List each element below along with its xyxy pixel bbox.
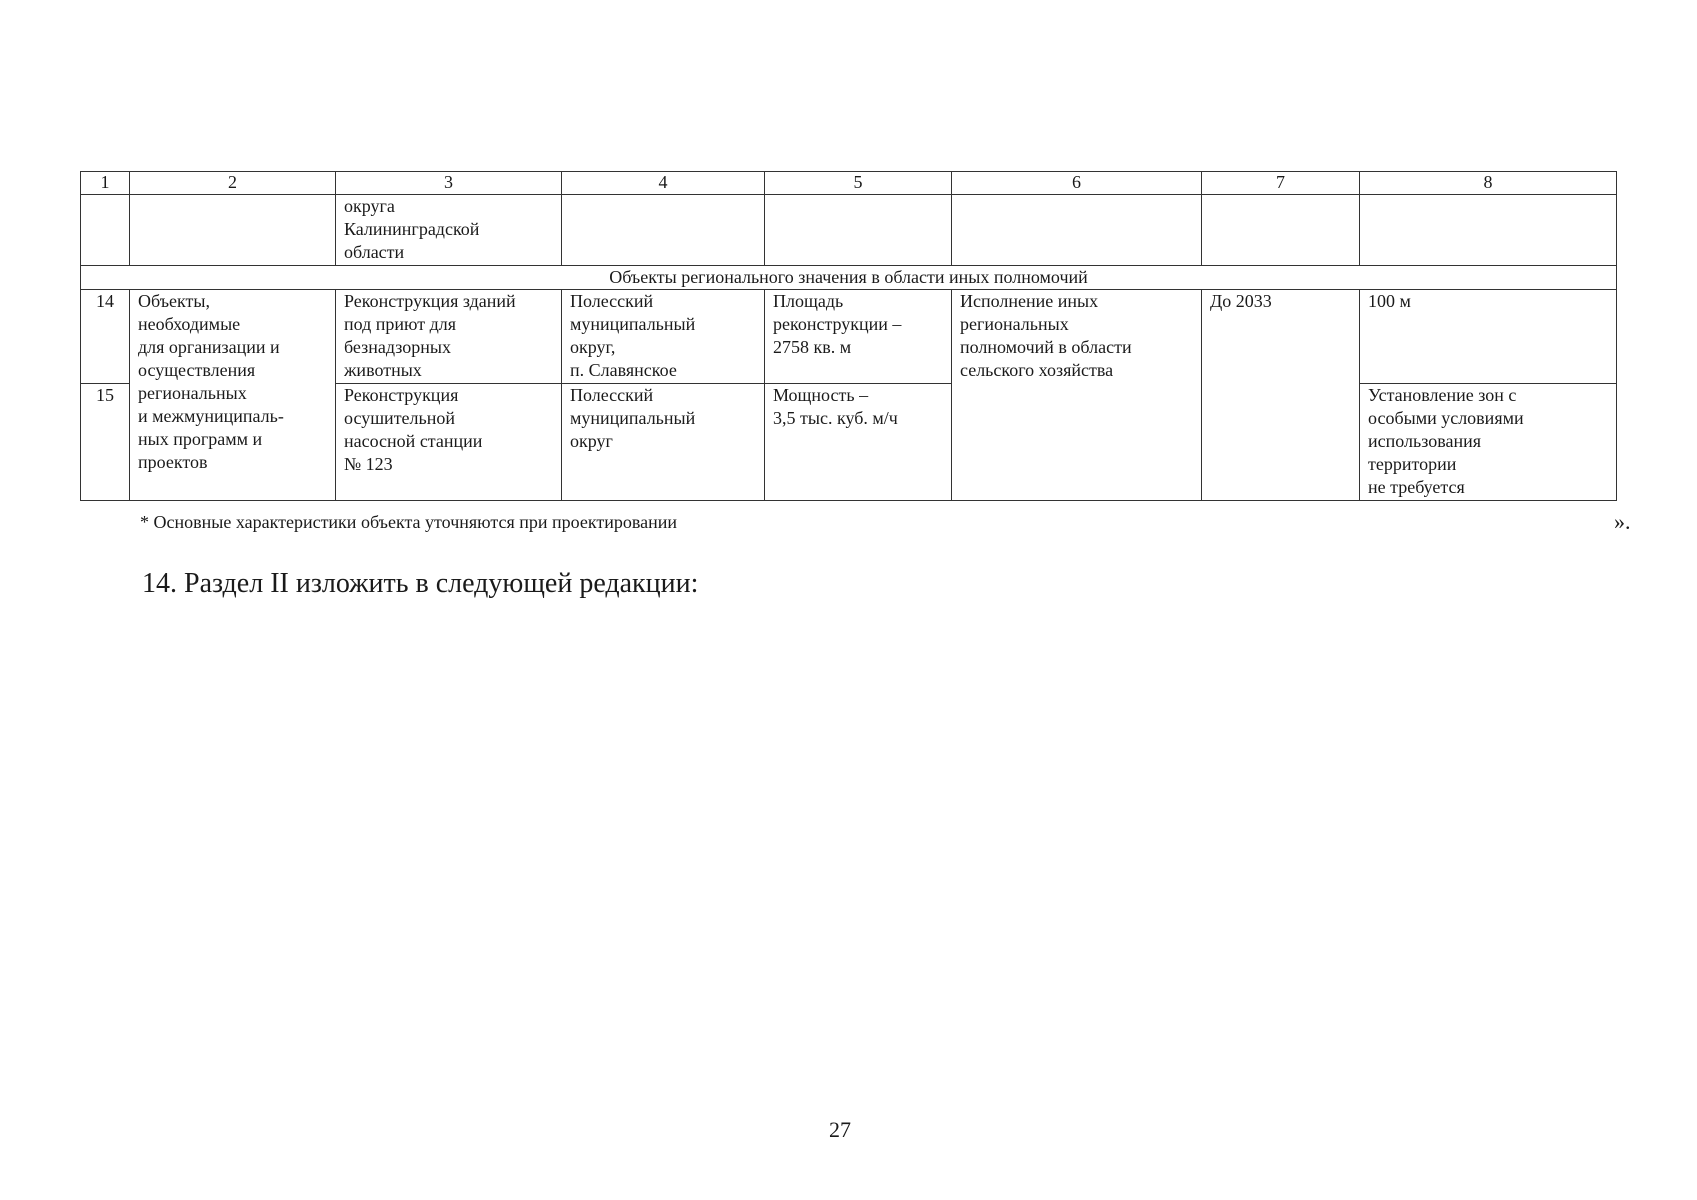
- column-header-5: 5: [765, 172, 952, 195]
- column-header-row: [81, 172, 1617, 195]
- location-cell: Полесский муниципальный округ: [562, 384, 765, 501]
- location-cell: Полесский муниципальный округ, п. Славянское: [562, 290, 765, 384]
- object-name-cell: Реконструкция зданий под приют для безнадзорных животных: [336, 290, 562, 384]
- empty-cell: [1202, 195, 1360, 266]
- empty-cell: [130, 195, 336, 266]
- column-header-6: 6: [952, 172, 1202, 195]
- zone-cell: Установление зон с особыми условиями использования территории не требуется: [1360, 384, 1617, 501]
- column-header-8: 8: [1360, 172, 1617, 195]
- footnote: * Основные характеристики объекта уточняются при проектировании: [140, 512, 677, 532]
- empty-cell: [765, 195, 952, 266]
- grounds-cell: Исполнение иных региональных полномочий в области сельского хозяйства: [952, 290, 1202, 501]
- column-header-1: 1: [81, 172, 130, 195]
- column-header-7: 7: [1202, 172, 1360, 195]
- empty-cell: [562, 195, 765, 266]
- zone-cell: 100 м: [1360, 290, 1617, 384]
- row-number: 15: [81, 384, 130, 501]
- continuation-location-cell: округа Калининградской области: [336, 195, 562, 266]
- closing-quote: ».: [1614, 509, 1631, 534]
- section-title: Объекты регионального значения в области иных полномочий: [81, 266, 1617, 290]
- objects-table: [80, 171, 1617, 501]
- characteristics-cell: Площадь реконструкции – 2758 кв. м: [765, 290, 952, 384]
- object-name-cell: Реконструкция осушительной насосной станции № 123: [336, 384, 562, 501]
- purpose-cell: Объекты, необходимые для организации и осуществления региональных и межмуниципаль- ных программ и проектов: [130, 290, 336, 501]
- empty-cell: [1360, 195, 1617, 266]
- empty-cell: [952, 195, 1202, 266]
- column-header-4: 4: [562, 172, 765, 195]
- continuation-row: [81, 195, 1617, 266]
- characteristics-cell: Мощность – 3,5 тыс. куб. м/ч: [765, 384, 952, 501]
- page-number: 27: [829, 1117, 851, 1142]
- amendment-paragraph: 14. Раздел II изложить в следующей редакции:: [142, 568, 699, 599]
- empty-cell: [81, 195, 130, 266]
- column-header-2: 2: [130, 172, 336, 195]
- deadline-cell: До 2033: [1202, 290, 1360, 501]
- column-header-3: 3: [336, 172, 562, 195]
- section-row: [81, 266, 1617, 290]
- table-row: [81, 290, 1617, 384]
- row-number: 14: [81, 290, 130, 384]
